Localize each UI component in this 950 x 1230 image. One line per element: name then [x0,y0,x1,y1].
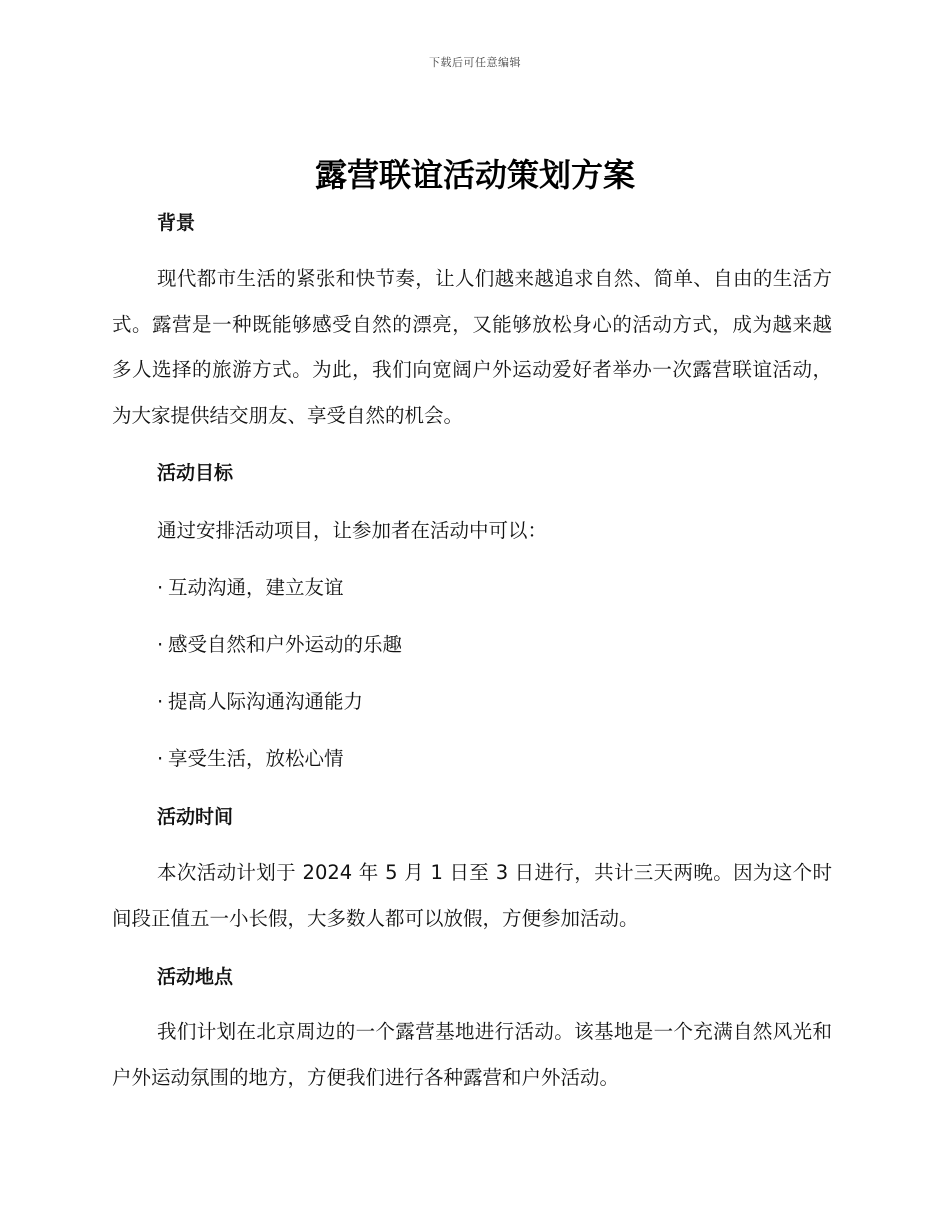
list-item-text: 感受自然和户外运动的乐趣 [168,633,403,656]
list-item [157,686,363,714]
bullet-dot: · [157,576,164,599]
section-heading-location: 活动地点 [157,966,234,988]
document-title: 露营联谊活动策划方案 [314,156,635,194]
background-paragraph: 现代都市生活的紧张和快节奏，让人们越来越追求自然、简单、自由的生活方式。露营是一种既能够感受自然的漂亮，又能够放松身心的活动方式，成为越来越多人选择的旅游方式。为此，我们向宽阔户外运动爱好者举办一次露营联谊活动，为大家提供结交朋友、享受自然的机会。 [112,267,832,427]
time-paragraph: 本次活动计划于 2024 年 5 月 1 日至 3 日进行，共计三天两晚。因为这个时间段正值五一小长假，大多数人都可以放假，方便参加活动。 [112,861,832,930]
list-item-text: 提高人际沟通沟通能力 [168,690,364,713]
header-note: 下载后可任意编辑 [429,56,521,69]
bullet-dot: · [157,690,164,713]
list-item [157,743,344,771]
list-item-text: 互动沟通，建立友谊 [168,576,344,599]
section-heading-background: 背景 [157,212,196,234]
bullet-dot: · [157,747,164,770]
list-item [157,572,344,600]
list-item-text: 享受生活，放松心情 [168,747,344,770]
goals-intro: 通过安排活动项目，让参加者在活动中可以： [157,519,548,542]
section-heading-time: 活动时间 [157,806,234,828]
list-item [157,629,402,657]
section-heading-goals: 活动目标 [157,462,234,484]
bullet-dot: · [157,633,164,656]
location-paragraph: 我们计划在北京周边的一个露营基地进行活动。该基地是一个充满自然风光和户外运动氛围的地方，方便我们进行各种露营和户外活动。 [112,1020,832,1089]
